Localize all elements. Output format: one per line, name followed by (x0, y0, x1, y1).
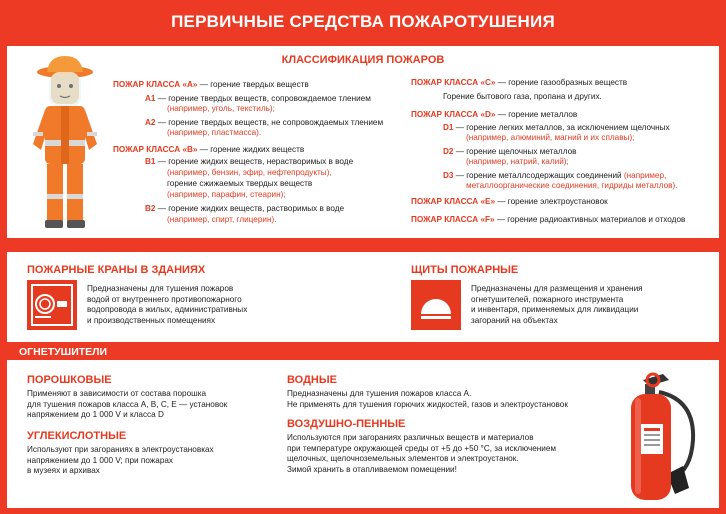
class-c-text2: Горение бытового газа, пропана и других. (443, 92, 602, 101)
classification-header: КЛАССИФИКАЦИЯ ПОЖАРОВ (281, 54, 445, 66)
equipment-panel (7, 252, 719, 342)
class-f: ПОЖАР КЛАССА «F» — горение радиоактивных материалов и отходов (411, 215, 686, 224)
fire-hose-icon (27, 280, 77, 330)
extinguishers-header: ОГНЕТУШИТЕЛИ (19, 346, 108, 358)
class-a2: А2 — горение твердых веществ, не сопровождаемых тлением (145, 118, 384, 127)
class-d1: D1 — горение легких металлов, за исключением щелочных (443, 123, 670, 132)
class-c: ПОЖАР КЛАССА «С» — горение газообразных веществ (411, 78, 628, 87)
class-b2: В2 — горение жидких веществ, растворимых в воде (145, 204, 345, 213)
class-d2: D2 — горение щелочных металлов (443, 147, 577, 156)
foam-header: ВОЗДУШНО-ПЕННЫЕ (287, 418, 406, 430)
class-a: ПОЖАР КЛАССА «А» — горение твердых веществ (113, 80, 309, 89)
powder-header: ПОРОШКОВЫЕ (27, 374, 112, 386)
classification-panel (7, 46, 719, 238)
hydrants-desc: Предназначены для тушения пожаров водой от внутреннего противопожарного водопровода в жилых, административных и производственных помещениях (87, 284, 248, 325)
firefighter-icon (25, 54, 105, 232)
class-e: ПОЖАР КЛАССА «Е» — горение электроустановок (411, 197, 608, 206)
class-d2-example: (например, натрий, калий); (466, 157, 569, 166)
shields-header: ЩИТЫ ПОЖАРНЫЕ (411, 264, 519, 276)
class-b2-example: (например, спирт, глицерин). (167, 215, 277, 224)
water-desc: Предназначены для тушения пожаров класса А. Не применять для тушения горючих жидкостей, газов и электроустановок (287, 389, 568, 409)
fire-shield-icon (411, 280, 461, 330)
hydrants-header: ПОЖАРНЫЕ КРАНЫ В ЗДАНИЯХ (27, 264, 206, 276)
foam-desc: Используются при загораниях различных веществ и материалов при температуре окружающей среды от +5 до +50 °С, за исключением щелочных, щелочноземельных элементов и электроустанок. Зимой хранить в отапливаемом помещении! (287, 433, 557, 474)
class-d3-example: металлоорганические соединения, гидриды металлов). (466, 181, 678, 190)
class-b1-example: (например, бензин, эфир, нефтепродукты), (167, 168, 332, 177)
class-a2-example: (например, пластмасса). (167, 128, 262, 137)
water-header: ВОДНЫЕ (287, 374, 337, 386)
class-d: ПОЖАР КЛАССА «D» — горение металлов (411, 110, 578, 119)
extinguishers-panel (7, 360, 719, 508)
class-d3: D3 — горение металлсодержащих соединений (например, (443, 171, 667, 180)
co2-header: УГЛЕКИСЛОТНЫЕ (27, 430, 127, 442)
class-a1: А1 — горение твердых веществ, сопровождаемое тлением (145, 94, 371, 103)
shields-desc: Предназначены для размещения и хранения огнетушителей, пожарного инструмента и инвентаря, применяемых для ликвидации загораний на объектах (471, 284, 643, 325)
class-b1: В1 — горение жидких веществ, нерастворимых в воде (145, 157, 354, 166)
class-a1-example: (например, уголь, текстиль); (167, 104, 275, 113)
class-b1-text2: горение сжижаемых твердых веществ (167, 179, 313, 188)
co2-desc: Используют при загораниях в электроустановках напряжением до 1 000 V; при пожарах в музеях и архивах (27, 445, 214, 475)
page-title: ПЕРВИЧНЫЕ СРЕДСТВА ПОЖАРОТУШЕНИЯ (171, 12, 555, 31)
class-b1-example2: (например, парафин, стеарин); (167, 190, 286, 199)
class-b: ПОЖАР КЛАССА «В» — горение жидких веществ (113, 145, 305, 154)
extinguishers-band (0, 342, 726, 360)
fire-extinguisher-icon (613, 370, 703, 505)
powder-desc: Применяют в зависимости от состава порошка для тушения пожаров класса А, В, С, Е — установок напряжением до 1 000 V и класса D (27, 389, 228, 419)
class-d1-example: (например, алюминий, магний и их сплавы); (466, 133, 635, 142)
